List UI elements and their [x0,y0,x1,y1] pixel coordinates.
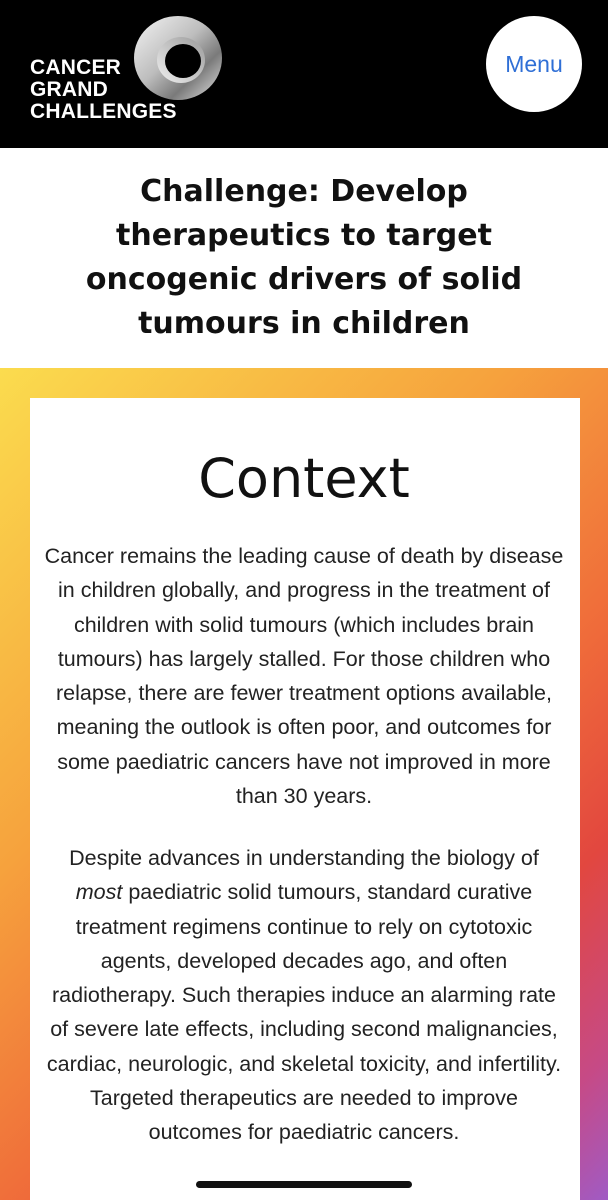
logo-line-2: GRAND [30,78,108,101]
page-title: Challenge: Develop therapeutics to target oncogenic drivers of solid tumours in children [85,174,523,341]
title-section [0,148,608,368]
emphasis-most: most [75,880,123,905]
home-indicator[interactable] [196,1181,412,1188]
paragraph-2-rest: paediatric solid tumours, standard curative treatment regimens continue to rely on cytotoxic agents, developed decades ago, and often radiotherapy. Such therapies induce an alarming rate of severe late effects, including second malignancies, cardiac, neurologic, and skeletal toxicity, and infertility. Targeted therapeutics are needed to improve outcomes for paediatric cancers. [46,880,562,1145]
cancer-grand-challenges-logo[interactable] [0,0,260,148]
site-header [0,0,608,148]
paragraph-2-lead: Despite advances in understanding the biology of [69,846,539,870]
logo-line-3: CHALLENGES [30,100,177,123]
logo-line-1: CANCER [30,56,122,79]
context-paragraph-1: Cancer remains the leading cause of death by disease in children globally, and progress in the treatment of children with solid tumours (which includes brain tumours) has largely stalled. For those children who relapse, there are fewer treatment options available, meaning the outlook is often poor, and outcomes for some paediatric cancers have not improved in more than 30 years. [44,544,564,809]
context-paragraph-2 [44,841,564,1150]
logo-wordmark [30,57,177,123]
menu-button[interactable]: Menu [486,16,582,112]
context-heading: Context [198,447,410,510]
